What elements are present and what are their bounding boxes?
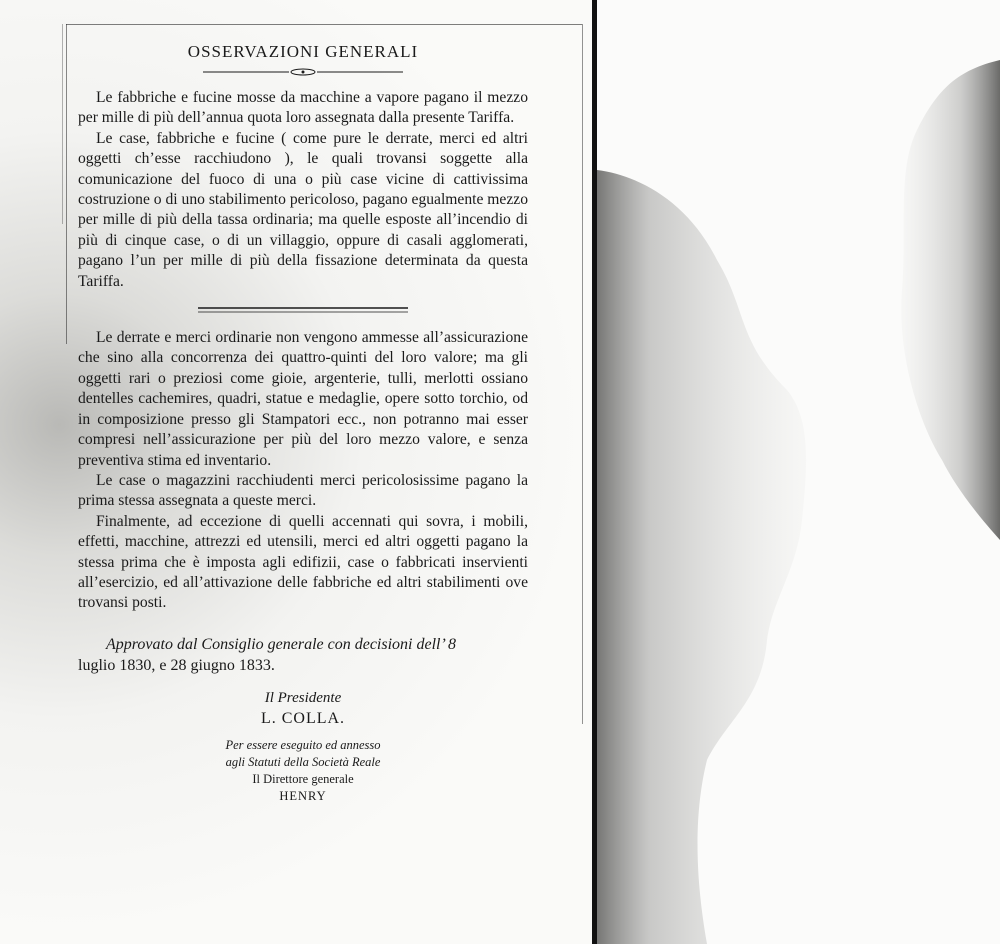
document-title: OSSERVAZIONI GENERALI [187,42,419,61]
president-signature [78,688,528,729]
paragraph-steam-factories: Le fabbriche e fucine mosse da macchine a vapore pagano il mezzo per mille di più dell’annua quota loro assegnata dalla presente Tariffa. [78,89,528,127]
director-role: Il Direttore generale [252,771,354,786]
annex-line-1: Per essere eseguito ed annesso [225,737,381,752]
approval-italic-text: Approvato dal Consiglio generale con decisioni dell’ 8 [106,635,457,653]
paragraph-goods-valuation: Le derrate e merci ordinarie non vengono ammesse all’assicurazione che sino alla concorrenza dei quattro-quinti del loro valore; ma gli oggetti rari o preziosi come gioie, argenterie, tulli, merlotti ossiano dentelles cachemires, quadri, statue e medaglie, opere sotto torchio, od in composizione presso gli Stampatori ecc., non potranno mai esser compresi nell’assicurazione per più del loro mezzo valore, e senza preventiva stima ed inventario. [78,329,528,469]
document-body [78,40,528,805]
paragraph-fire-exposure: Le case, fabbriche e fucine ( come pure le derrate, merci ed altri oggetti ch’esse racchiudono ), le quali trovansi soggette alla comunicazione del fuoco di una o più case vicine di cattivissima costruzione o di uno stabilimento pericoloso, pagano egualmente mezzo per mille di più della tassa ordinaria; ma quelle esposte all’incendio di più di cinque case, o di un villaggio, oppure di casali agglomerati, pagano l’un per mille di più della fissazione determinata da questa Tariffa. [78,129,528,290]
approval-statement [78,634,528,676]
annex-line-2: agli Statuti della Società Reale [225,754,381,769]
paragraph-dangerous-warehouses: Le case o magazzini racchiudenti merci pericolosissime pagano la prima stessa assegnata a queste merci. [78,471,528,510]
section-divider [198,306,408,314]
water-stain [597,0,1000,944]
right-page-blank [597,0,1000,944]
frame-left-line [66,24,67,344]
approval-dates: luglio 1830, e 28 giugno 1833. [78,656,275,674]
paragraph-furniture-effects: Finalmente, ad eccezione di quelli accennati qui sovra, i mobili, effetti, macchine, attrezzi ed utensili, merci ed altri oggetti pagano la stessa prima che è imposta agli edifizii, case o fabbricati inservienti all’esercizio, ed all’attivazione delle fabbriche ed altri stabilimenti ove trovansi posti. [78,512,528,612]
frame-top-line [66,24,582,25]
president-role: Il Presidente [264,689,342,706]
director-name: HENRY [279,788,327,803]
frame-left-line-outer [62,24,63,224]
frame-right-line [582,24,583,724]
president-name: L. COLLA. [260,709,346,727]
title-ornament [203,68,403,76]
director-signature [78,737,528,805]
